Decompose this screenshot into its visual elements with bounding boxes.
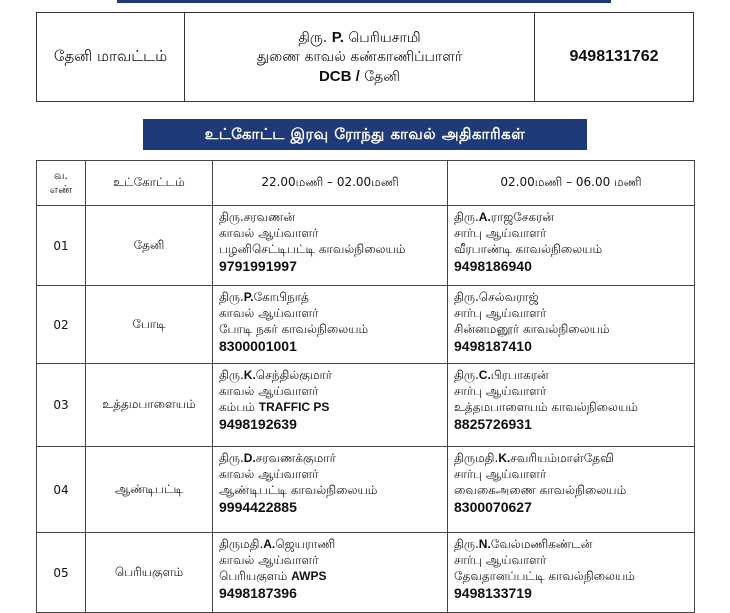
row-serial-number: 02 [37, 286, 86, 364]
officer-name: திரு.C.பிரபாகரன் [454, 368, 549, 382]
section-banner: உட்கோட்ட இரவு ரோந்து காவல் அதிகாரிகள் [143, 119, 587, 150]
officer-station: பழனிசெட்டிபட்டி காவல்நிலையம் [219, 242, 406, 256]
district-officer-table [36, 12, 694, 102]
officer-station: வீரபாண்டி காவல்நிலையம் [454, 242, 603, 256]
officer-phone: 9498133719 [454, 585, 532, 601]
table-row [37, 447, 695, 533]
night-patrol-table [36, 160, 695, 613]
officer-name: திரு.K.செந்தில்குமார் [219, 368, 333, 382]
officer-rank: காவல் ஆய்வாளர் [219, 226, 319, 240]
officer-station: உத்தமபாளையம் காவல்நிலையம் [454, 400, 638, 414]
officer-rank: சார்பு ஆய்வாளர் [454, 226, 547, 240]
officer-cell-shift-2 [448, 364, 695, 447]
officer-phone: 9791991997 [219, 258, 297, 274]
table-row [37, 286, 695, 364]
header-shift-1: 22.00மணி – 02.00மணி [213, 161, 448, 206]
row-serial-number: 05 [37, 533, 86, 613]
officer-name: திரு.A.ராஜசேகரன் [454, 210, 554, 224]
header-shift-2: 02.00மணி – 06.00 மணி [448, 161, 695, 206]
district-officer-name: திரு. P. பெரியசாமி [298, 28, 421, 46]
officer-cell-shift-1 [213, 447, 448, 533]
officer-cell-shift-2 [448, 447, 695, 533]
top-divider-bar [117, 0, 611, 3]
officer-phone: 9498186940 [454, 258, 532, 274]
officer-rank: காவல் ஆய்வாளர் [219, 384, 319, 398]
row-subdivision: ஆண்டிபட்டி [86, 447, 213, 533]
officer-name: திரு.சரவணன் [219, 210, 296, 224]
district-name: தேனி மாவட்டம் [37, 13, 185, 102]
officer-station: பெரியகுளம் AWPS [219, 569, 327, 583]
officer-station: போடி நகர் காவல்நிலையம் [219, 322, 369, 336]
district-officer-unit: DCB / தேனி [318, 67, 401, 85]
officer-rank: காவல் ஆய்வாளர் [219, 306, 319, 320]
officer-rank: சார்பு ஆய்வாளர் [454, 467, 547, 481]
officer-cell-shift-2 [448, 206, 695, 286]
district-officer-cell [185, 13, 535, 102]
officer-rank: காவல் ஆய்வாளர் [219, 467, 319, 481]
officer-cell-shift-2 [448, 533, 695, 613]
officer-station: கம்பம் TRAFFIC PS [219, 400, 330, 414]
row-subdivision: தேனி [86, 206, 213, 286]
district-officer-phone: 9498131762 [535, 13, 694, 102]
officer-name: திரு.D.சரவணக்குமார் [219, 451, 336, 465]
table-row [37, 206, 695, 286]
table-header-row [37, 161, 695, 206]
officer-cell-shift-2 [448, 286, 695, 364]
officer-rank: சார்பு ஆய்வாளர் [454, 384, 547, 398]
officer-phone: 9994422885 [219, 499, 297, 515]
officer-name: திரு.N.வேல்மணிகண்டன் [454, 537, 593, 551]
officer-station: ஆண்டிபட்டி காவல்நிலையம் [219, 483, 378, 497]
officer-station: தேவதானப்பட்டி காவல்நிலையம் [454, 569, 635, 583]
officer-name: திரு.P.கோபிநாத் [219, 290, 309, 304]
table-row [37, 364, 695, 447]
officer-phone: 9498192639 [219, 416, 297, 432]
row-serial-number: 03 [37, 364, 86, 447]
officer-cell-shift-1 [213, 364, 448, 447]
officer-station: சின்னமனூர் காவல்நிலையம் [454, 322, 610, 336]
officer-name: திரு.செல்வராஜ் [454, 290, 539, 304]
header-serial: வ. எண் [37, 161, 86, 206]
officer-cell-shift-1 [213, 286, 448, 364]
officer-station: வைகைஅணை காவல்நிலையம் [454, 483, 627, 497]
officer-phone: 9498187396 [219, 585, 297, 601]
officer-name: திருமதி.K.சவரியம்மாள்தேவி [454, 451, 614, 465]
header-subdivision: உட்கோட்டம் [86, 161, 213, 206]
officer-phone: 8300070627 [454, 499, 532, 515]
officer-name: திருமதி.A.ஜெயராணி [219, 537, 336, 551]
officer-rank: காவல் ஆய்வாளர் [219, 553, 319, 567]
row-subdivision: உத்தமபாளையம் [86, 364, 213, 447]
officer-rank: சார்பு ஆய்வாளர் [454, 306, 547, 320]
officer-rank: சார்பு ஆய்வாளர் [454, 553, 547, 567]
officer-phone: 9498187410 [454, 338, 532, 354]
row-serial-number: 04 [37, 447, 86, 533]
officer-cell-shift-1 [213, 206, 448, 286]
row-subdivision: போடி [86, 286, 213, 364]
row-serial-number: 01 [37, 206, 86, 286]
officer-phone: 8825726931 [454, 416, 532, 432]
officer-phone: 8300001001 [219, 338, 297, 354]
row-subdivision: பெரியகுளம் [86, 533, 213, 613]
table-row [37, 533, 695, 613]
officer-cell-shift-1 [213, 533, 448, 613]
district-officer-title: துணை காவல் கண்காணிப்பாளர் [256, 48, 463, 65]
